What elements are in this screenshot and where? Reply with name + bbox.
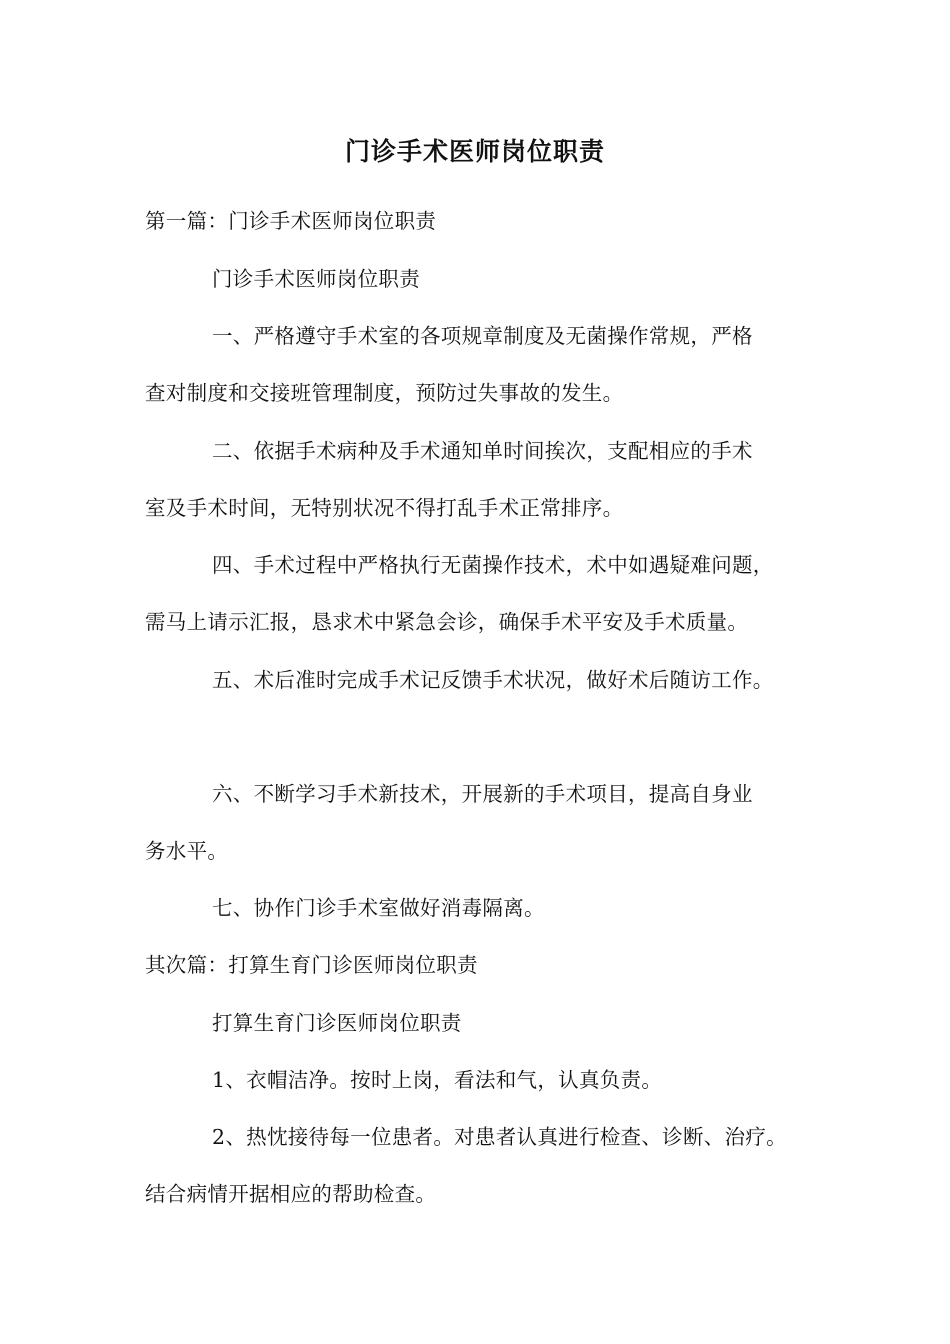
paragraph-line: 1、衣帽洁净。按时上岗，看法和气，认真负责。 <box>212 1068 663 1092</box>
paragraph-line: 需马上请示汇报，恳求术中紧急会诊，确保手术平安及手术质量。 <box>145 610 749 634</box>
paragraph-line: 查对制度和交接班管理制度，预防过失事故的发生。 <box>145 381 624 405</box>
paragraph-line: 六、不断学习手术新技术，开展新的手术项目，提高自身业 <box>212 782 753 806</box>
paragraph-line: 四、手术过程中严格执行无菌操作技术，术中如遇疑难问题， <box>212 553 774 577</box>
paragraph-line: 务水平。 <box>145 839 229 863</box>
paragraph-line: 二、依据手术病种及手术通知单时间挨次，支配相应的手术 <box>212 439 753 463</box>
document-title: 门诊手术医师岗位职责 <box>344 137 605 166</box>
paragraph-line: 七、协作门诊手术室做好消毒隔离。 <box>212 896 545 920</box>
paragraph-line: 室及手术时间，无特别状况不得打乱手术正常排序。 <box>145 496 624 520</box>
section-subtitle-1: 门诊手术医师岗位职责 <box>212 267 420 291</box>
section-subtitle-2: 打算生育门诊医师岗位职责 <box>212 1011 462 1035</box>
paragraph-line: 结合病情开据相应的帮助检查。 <box>145 1182 437 1206</box>
paragraph-line: 2、热忱接待每一位患者。对患者认真进行检查、诊断、治疗。 <box>212 1125 787 1149</box>
paragraph-line: 五、术后准时完成手术记反馈手术状况，做好术后随访工作。 <box>212 668 774 692</box>
section-heading-2: 其次篇：打算生育门诊医师岗位职责 <box>145 953 478 977</box>
section-heading-1: 第一篇：门诊手术医师岗位职责 <box>145 209 437 233</box>
paragraph-line: 一、严格遵守手术室的各项规章制度及无菌操作常规，严格 <box>212 324 753 348</box>
